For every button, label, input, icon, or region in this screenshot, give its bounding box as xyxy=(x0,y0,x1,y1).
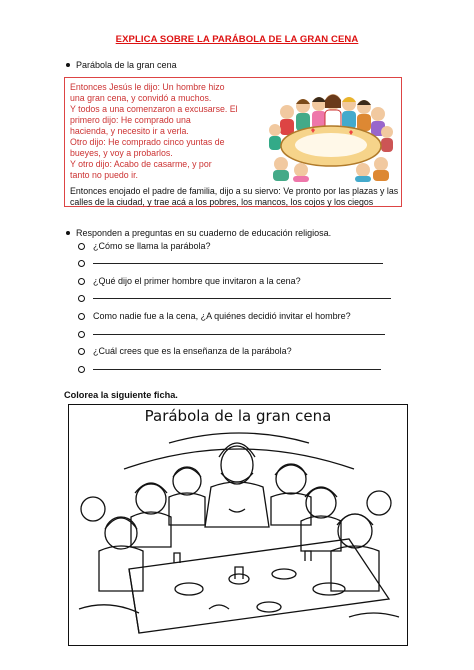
question-text: ¿Qué dijo el primer hombre que invitaron a la cena? xyxy=(93,276,301,286)
circle-bullet-icon xyxy=(78,243,85,250)
question-text: ¿Cómo se llama la parábola? xyxy=(93,241,211,251)
page-title: EXPLICA SOBRE LA PARÁBOLA DE LA GRAN CENA xyxy=(115,34,359,45)
section1-bullet xyxy=(66,60,177,70)
story-line: hacienda, y necesito ir a verla. xyxy=(70,126,189,136)
circle-bullet-icon xyxy=(78,295,85,302)
circle-bullet-icon xyxy=(78,260,85,267)
coloring-sheet xyxy=(68,404,408,646)
coloring-sheet-title: Parábola de la gran cena xyxy=(144,407,332,425)
story-line: Otro dijo: He comprado cinco yuntas de xyxy=(70,137,225,147)
story-line: primero dijo: He comprado una xyxy=(70,115,191,125)
answer-line[interactable] xyxy=(78,295,391,302)
story-line: Entonces Jesús le dijo: Un hombre hizo xyxy=(70,82,225,92)
section1-label: Parábola de la gran cena xyxy=(76,60,177,70)
circle-bullet-icon xyxy=(78,348,85,355)
question-item xyxy=(78,241,211,251)
answer-rule xyxy=(93,263,383,264)
story-conclusion: Entonces enojado el padre de familia, dijo a su siervo: Ve pronto por las plazas y las calles de la ciudad, y trae acá a los pobres, los mancos, los cojos y los ciegos xyxy=(70,186,399,207)
story-text xyxy=(70,82,260,181)
story-line: Y otro dijo: Acabo de casarme, y por xyxy=(70,159,212,169)
bullet-dot xyxy=(66,231,70,235)
question-text: Como nadie fue a la cena, ¿A quiénes decidió invitar el hombre? xyxy=(93,311,351,321)
question-item xyxy=(78,346,292,356)
last-supper-color-illustration xyxy=(267,90,395,182)
story-line: Y todos a una comenzaron a excusarse. El xyxy=(70,104,238,114)
story-line: tanto no puedo ir. xyxy=(70,170,138,180)
story-box xyxy=(64,77,402,207)
answer-rule xyxy=(93,369,381,370)
last-supper-outline-illustration xyxy=(69,429,406,644)
circle-bullet-icon xyxy=(78,366,85,373)
question-item xyxy=(78,276,301,286)
section2-label: Responden a preguntas en su cuaderno de educación religiosa. xyxy=(76,228,332,238)
answer-line[interactable] xyxy=(78,366,381,373)
circle-bullet-icon xyxy=(78,278,85,285)
answer-rule xyxy=(93,334,385,335)
coloring-instruction: Colorea la siguiente ficha. xyxy=(64,390,178,400)
answer-line[interactable] xyxy=(78,331,385,338)
answer-rule xyxy=(93,298,391,299)
question-text: ¿Cuál crees que es la enseñanza de la parábola? xyxy=(93,346,292,356)
section2-bullet xyxy=(66,228,331,238)
circle-bullet-icon xyxy=(78,331,85,338)
answer-line[interactable] xyxy=(78,260,383,267)
story-line: una gran cena, y convidó a muchos. xyxy=(70,93,212,103)
story-line: bueyes, y voy a probarlos. xyxy=(70,148,173,158)
circle-bullet-icon xyxy=(78,313,85,320)
bullet-dot xyxy=(66,63,70,67)
question-item xyxy=(78,311,351,321)
